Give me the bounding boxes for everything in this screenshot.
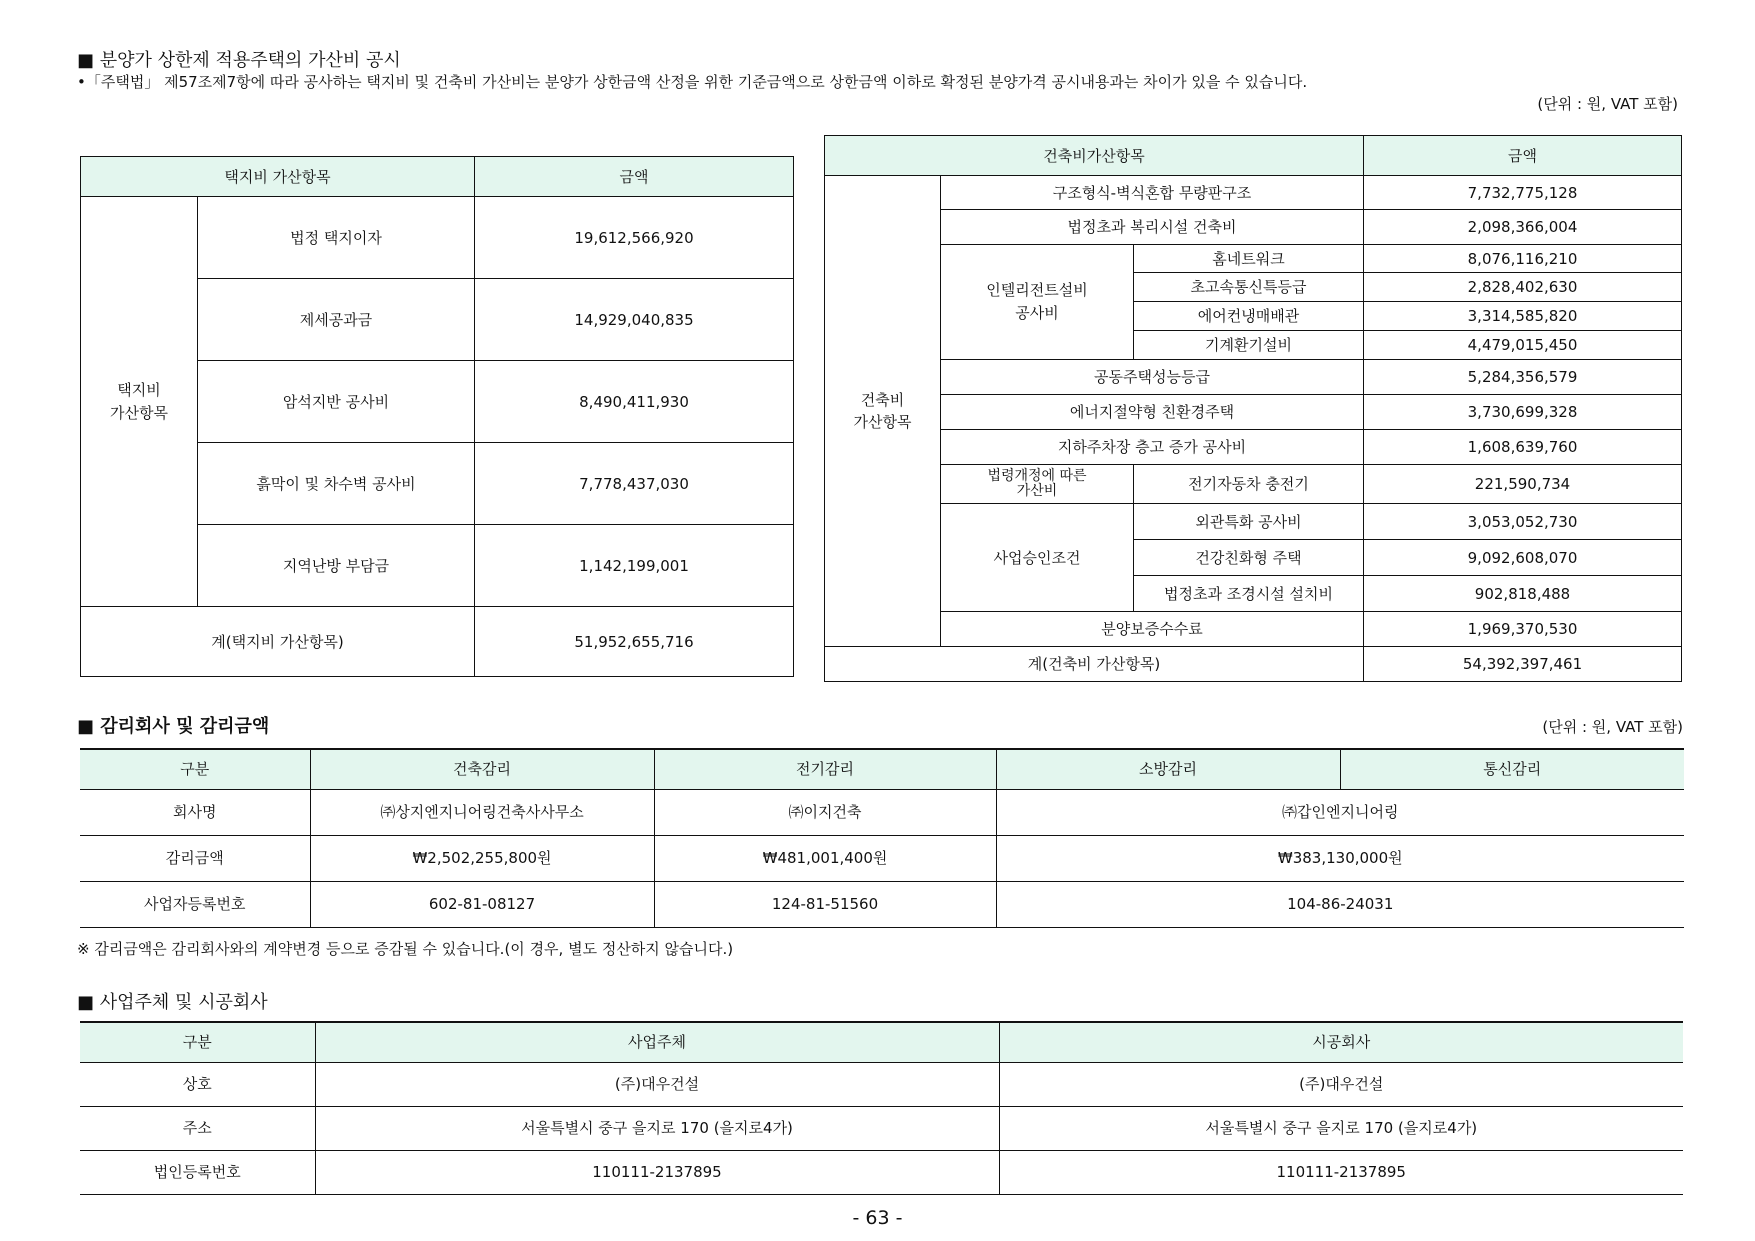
- build-row-amount: 221,590,734: [1364, 465, 1682, 504]
- build-row-amount: 3,730,699,328: [1364, 395, 1682, 430]
- land-row-amount: 8,490,411,930: [475, 361, 794, 443]
- sup-cell-arch: ₩2,502,255,800원: [310, 835, 654, 881]
- sup-header-elec: 전기감리: [654, 749, 996, 789]
- land-row-amount: 7,778,437,030: [475, 443, 794, 525]
- build-row-item: 건강친화형 주택: [1134, 540, 1364, 576]
- land-row-item: 법정 택지이자: [198, 197, 475, 279]
- land-total-amount: 51,952,655,716: [475, 607, 794, 677]
- build-row-item: 지하주차장 층고 증가 공사비: [941, 430, 1364, 465]
- ob-cell-builder: (주)대우건설: [999, 1062, 1683, 1106]
- ob-cell-builder: 110111-2137895: [999, 1150, 1683, 1194]
- land-row-item: 제세공과금: [198, 279, 475, 361]
- land-header-amount: 금액: [475, 157, 794, 197]
- sup-row-label: 감리금액: [80, 835, 310, 881]
- build-row-item: 초고속통신특등급: [1134, 273, 1364, 302]
- land-header-item: 택지비 가산항목: [81, 157, 475, 197]
- section-note-surcharge: •「주택법」 제57조제7항에 따라 공사하는 택지비 및 건축비 가산비는 분양가 상한금액 산정을 위한 기준금액으로 상한금액 이하로 확정된 분양가격 공시내용과는 차이가 있을 수 있습니다.: [77, 73, 1308, 91]
- build-row-amount: 2,828,402,630: [1364, 273, 1682, 302]
- ob-row-label: 상호: [80, 1062, 315, 1106]
- build-row-amount: 1,969,370,530: [1364, 612, 1682, 647]
- build-intel-label: 인텔리전트설비 공사비: [941, 245, 1134, 360]
- build-row-item: 법정초과 복리시설 건축비: [941, 210, 1364, 245]
- build-row-amount: 2,098,366,004: [1364, 210, 1682, 245]
- build-row-amount: 9,092,608,070: [1364, 540, 1682, 576]
- sup-cell-fire-comm: ㈜갑인엔지니어링: [996, 789, 1684, 835]
- sup-header-comm: 통신감리: [1340, 749, 1684, 789]
- build-row-item: 기계환기설비: [1134, 331, 1364, 360]
- build-row-amount: 4,479,015,450: [1364, 331, 1682, 360]
- build-row-amount: 5,284,356,579: [1364, 360, 1682, 395]
- land-row-amount: 14,929,040,835: [475, 279, 794, 361]
- build-row-item: 홈네트워크: [1134, 245, 1364, 273]
- build-row-item: 공동주택성능등급: [941, 360, 1364, 395]
- ob-header-builder: 시공회사: [999, 1022, 1683, 1062]
- sup-cell-fire-comm: 104-86-24031: [996, 881, 1684, 927]
- build-law-label: 법령개정에 따른 가산비: [941, 465, 1134, 504]
- land-row-amount: 1,142,199,001: [475, 525, 794, 607]
- build-row-item: 구조형식-벽식혼합 무량판구조: [941, 176, 1364, 210]
- sup-cell-arch: 602-81-08127: [310, 881, 654, 927]
- unit-label-surcharge: (단위 : 원, VAT 포함): [1537, 95, 1678, 113]
- sup-cell-elec: ₩481,001,400원: [654, 835, 996, 881]
- build-row-item: 에어컨냉매배관: [1134, 302, 1364, 331]
- ob-cell-owner: (주)대우건설: [315, 1062, 999, 1106]
- land-row-item: 지역난방 부담금: [198, 525, 475, 607]
- sup-row-label: 회사명: [80, 789, 310, 835]
- ob-cell-owner: 서울특별시 중구 을지로 170 (을지로4가): [315, 1106, 999, 1150]
- sup-cell-arch: ㈜상지엔지니어링건축사사무소: [310, 789, 654, 835]
- build-row-item: 분양보증수수료: [941, 612, 1364, 647]
- build-total-label: 계(건축비 가산항목): [825, 647, 1364, 682]
- land-row-amount: 19,612,566,920: [475, 197, 794, 279]
- sup-cell-elec: ㈜이지건축: [654, 789, 996, 835]
- ob-header-owner: 사업주체: [315, 1022, 999, 1062]
- sup-header-fire: 소방감리: [996, 749, 1340, 789]
- sup-header-arch: 건축감리: [310, 749, 654, 789]
- build-row-amount: 3,314,585,820: [1364, 302, 1682, 331]
- build-total-amount: 54,392,397,461: [1364, 647, 1682, 682]
- ob-row-label: 주소: [80, 1106, 315, 1150]
- section-title-surcharge: ■ 분양가 상한제 적용주택의 가산비 공시: [77, 50, 401, 71]
- build-header-item: 건축비가산항목: [825, 136, 1364, 176]
- land-row-item: 암석지반 공사비: [198, 361, 475, 443]
- page-number: - 63 -: [852, 1207, 903, 1229]
- ob-cell-builder: 서울특별시 중구 을지로 170 (을지로4가): [999, 1106, 1683, 1150]
- build-row-item: 전기자동차 충전기: [1134, 465, 1364, 504]
- unit-label-supervision: (단위 : 원, VAT 포함): [1542, 718, 1683, 736]
- land-group-label: 택지비 가산항목: [81, 197, 198, 607]
- owner-builder-table: [80, 1021, 1683, 1195]
- supervision-table: [80, 748, 1684, 928]
- ob-row-label: 법인등록번호: [80, 1150, 315, 1194]
- build-row-item: 법정초과 조경시설 설치비: [1134, 576, 1364, 612]
- sup-row-label: 사업자등록번호: [80, 881, 310, 927]
- build-row-amount: 3,053,052,730: [1364, 504, 1682, 540]
- land-surcharge-table: [80, 156, 794, 677]
- build-row-amount: 1,608,639,760: [1364, 430, 1682, 465]
- build-row-amount: 8,076,116,210: [1364, 245, 1682, 273]
- build-cond-label: 사업승인조건: [941, 504, 1134, 612]
- build-header-amount: 금액: [1364, 136, 1682, 176]
- build-row-item: 에너지절약형 친환경주택: [941, 395, 1364, 430]
- supervision-note: ※ 감리금액은 감리회사와의 계약변경 등으로 증감될 수 있습니다.(이 경우, 별도 정산하지 않습니다.): [77, 940, 734, 958]
- section-title-owner-builder: ■ 사업주체 및 시공회사: [77, 992, 268, 1013]
- building-surcharge-table: [824, 135, 1682, 682]
- build-row-amount: 902,818,488: [1364, 576, 1682, 612]
- land-row-item: 흙막이 및 차수벽 공사비: [198, 443, 475, 525]
- sup-cell-fire-comm: ₩383,130,000원: [996, 835, 1684, 881]
- sup-header-category: 구분: [80, 749, 310, 789]
- land-total-label: 계(택지비 가산항목): [81, 607, 475, 677]
- build-row-amount: 7,732,775,128: [1364, 176, 1682, 210]
- section-title-supervision: ■ 감리회사 및 감리금액: [77, 716, 270, 737]
- build-row-item: 외관특화 공사비: [1134, 504, 1364, 540]
- build-group-label: 건축비 가산항목: [825, 176, 941, 647]
- sup-cell-elec: 124-81-51560: [654, 881, 996, 927]
- ob-header-category: 구분: [80, 1022, 315, 1062]
- ob-cell-owner: 110111-2137895: [315, 1150, 999, 1194]
